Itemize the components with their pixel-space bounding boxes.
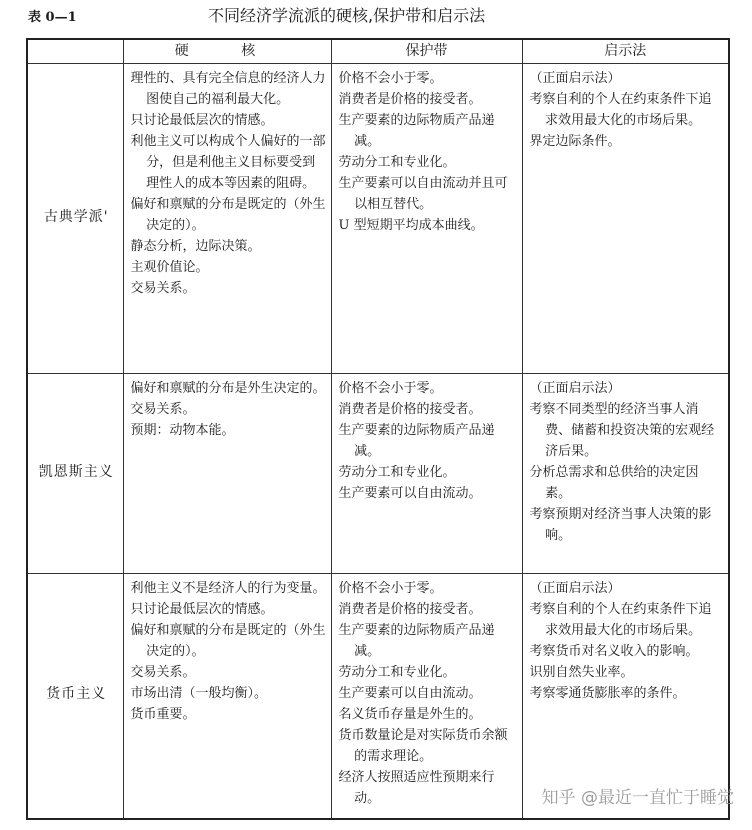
list-item: 考察预期对经济当事人决策的影响。 <box>529 507 712 543</box>
list-item: 利他主义不是经济人的行为变量。 <box>130 581 326 596</box>
list-item: 考察自利的个人在约束条件下追求效用最大化的市场后果。 <box>529 602 712 638</box>
list-item: U 型短期平均成本曲线。 <box>338 218 484 233</box>
heuristic-cell <box>522 64 729 374</box>
list-item: 劳动分工和专业化。 <box>338 465 456 480</box>
table-row <box>27 574 729 819</box>
table-number: 表 0—1 <box>28 10 77 25</box>
header-protective-belt: 保护带 <box>331 39 522 64</box>
list-item: 货币数量论是对实际货币余额的需求理论。 <box>338 728 508 764</box>
schools-table <box>26 38 730 820</box>
list-item: 只讨论最低层次的情感。 <box>130 113 274 128</box>
list-item: 消费者是价格的接受者。 <box>338 402 482 417</box>
list-item: 考察货币对名义收入的影响。 <box>529 644 699 659</box>
list-item: 劳动分工和专业化。 <box>338 665 456 680</box>
table-row <box>27 374 729 574</box>
list-item: 消费者是价格的接受者。 <box>338 602 482 617</box>
heuristic-cell <box>522 374 729 574</box>
list-item: 识别自然失业率。 <box>529 665 634 680</box>
list-item: 生产要素的边际物质产品递减。 <box>338 623 495 659</box>
header-hard-core: 硬 核 <box>123 39 331 64</box>
hard-core-cell <box>123 64 331 374</box>
header-heuristic: 启示法 <box>522 39 729 64</box>
hard-core-cell <box>123 374 331 574</box>
list-item: （正面启示法） <box>529 71 621 86</box>
list-item: 生产要素可以自由流动。 <box>338 486 482 501</box>
list-item: 生产要素可以自由流动。 <box>338 686 482 701</box>
list-item: 生产要素可以自由流动并且可以相互替代。 <box>338 176 508 212</box>
header-row <box>27 39 729 64</box>
list-item: 利他主义可以构成个人偏好的一部分，但是利他主义目标要受到理性人的成本等因素的阻碍。 <box>130 134 326 191</box>
list-item: 名义货币存量是外生的。 <box>338 707 482 722</box>
list-item: 偏好和禀赋的分布是既定的（外生决定的）。 <box>130 623 326 659</box>
watermark: 知乎 @最近一直忙于睡觉 <box>541 788 734 808</box>
list-item: 生产要素的边际物质产品递减。 <box>338 113 495 149</box>
school-name: 凯恩斯主义 <box>27 374 123 574</box>
list-item: 生产要素的边际物质产品递减。 <box>338 423 495 459</box>
table-title: 不同经济学流派的硬核,保护带和启示法 <box>208 6 486 25</box>
list-item: 价格不会小于零。 <box>338 381 443 396</box>
list-item: 考察不同类型的经济当事人消费、储蓄和投资决策的宏观经济后果。 <box>529 402 715 459</box>
list-item: 价格不会小于零。 <box>338 581 443 596</box>
list-item: 货币重要。 <box>130 707 196 722</box>
list-item: 经济人按照适应性预期来行动。 <box>338 770 495 806</box>
list-item: 偏好和禀赋的分布是外生决定的。 <box>130 381 326 396</box>
list-item: （正面启示法） <box>529 581 621 596</box>
heuristic-cell <box>522 574 729 819</box>
list-item: 预期：动物本能。 <box>130 423 235 438</box>
list-item: 劳动分工和专业化。 <box>338 155 456 170</box>
list-item: 交易关系。 <box>130 281 196 296</box>
list-item: 交易关系。 <box>130 665 196 680</box>
list-item: 价格不会小于零。 <box>338 71 443 86</box>
list-item: 分析总需求和总供给的决定因素。 <box>529 465 699 501</box>
header-school <box>27 39 123 64</box>
list-item: 主观价值论。 <box>130 260 209 275</box>
list-item: 考察零通货膨胀率的条件。 <box>529 686 686 701</box>
list-item: 偏好和禀赋的分布是既定的（外生决定的）。 <box>130 197 326 233</box>
list-item: 考察自利的个人在约束条件下追求效用最大化的市场后果。 <box>529 92 712 128</box>
hard-core-cell <box>123 574 331 819</box>
list-item: 只讨论最低层次的情感。 <box>130 602 274 617</box>
list-item: 界定边际条件。 <box>529 134 621 149</box>
school-name: 货币主义 <box>27 574 123 819</box>
list-item: 理性的、具有完全信息的经济人力图使自己的福利最大化。 <box>130 71 326 107</box>
table-row <box>27 64 729 374</box>
list-item: 消费者是价格的接受者。 <box>338 92 482 107</box>
protective-belt-cell <box>331 64 522 374</box>
list-item: 交易关系。 <box>130 402 196 417</box>
protective-belt-cell <box>331 574 522 819</box>
list-item: 市场出清（一般均衡）。 <box>130 686 268 701</box>
list-item: 静态分析，边际决策。 <box>130 239 261 254</box>
list-item: （正面启示法） <box>529 381 621 396</box>
protective-belt-cell <box>331 374 522 574</box>
school-name: 古典学派' <box>27 64 123 374</box>
